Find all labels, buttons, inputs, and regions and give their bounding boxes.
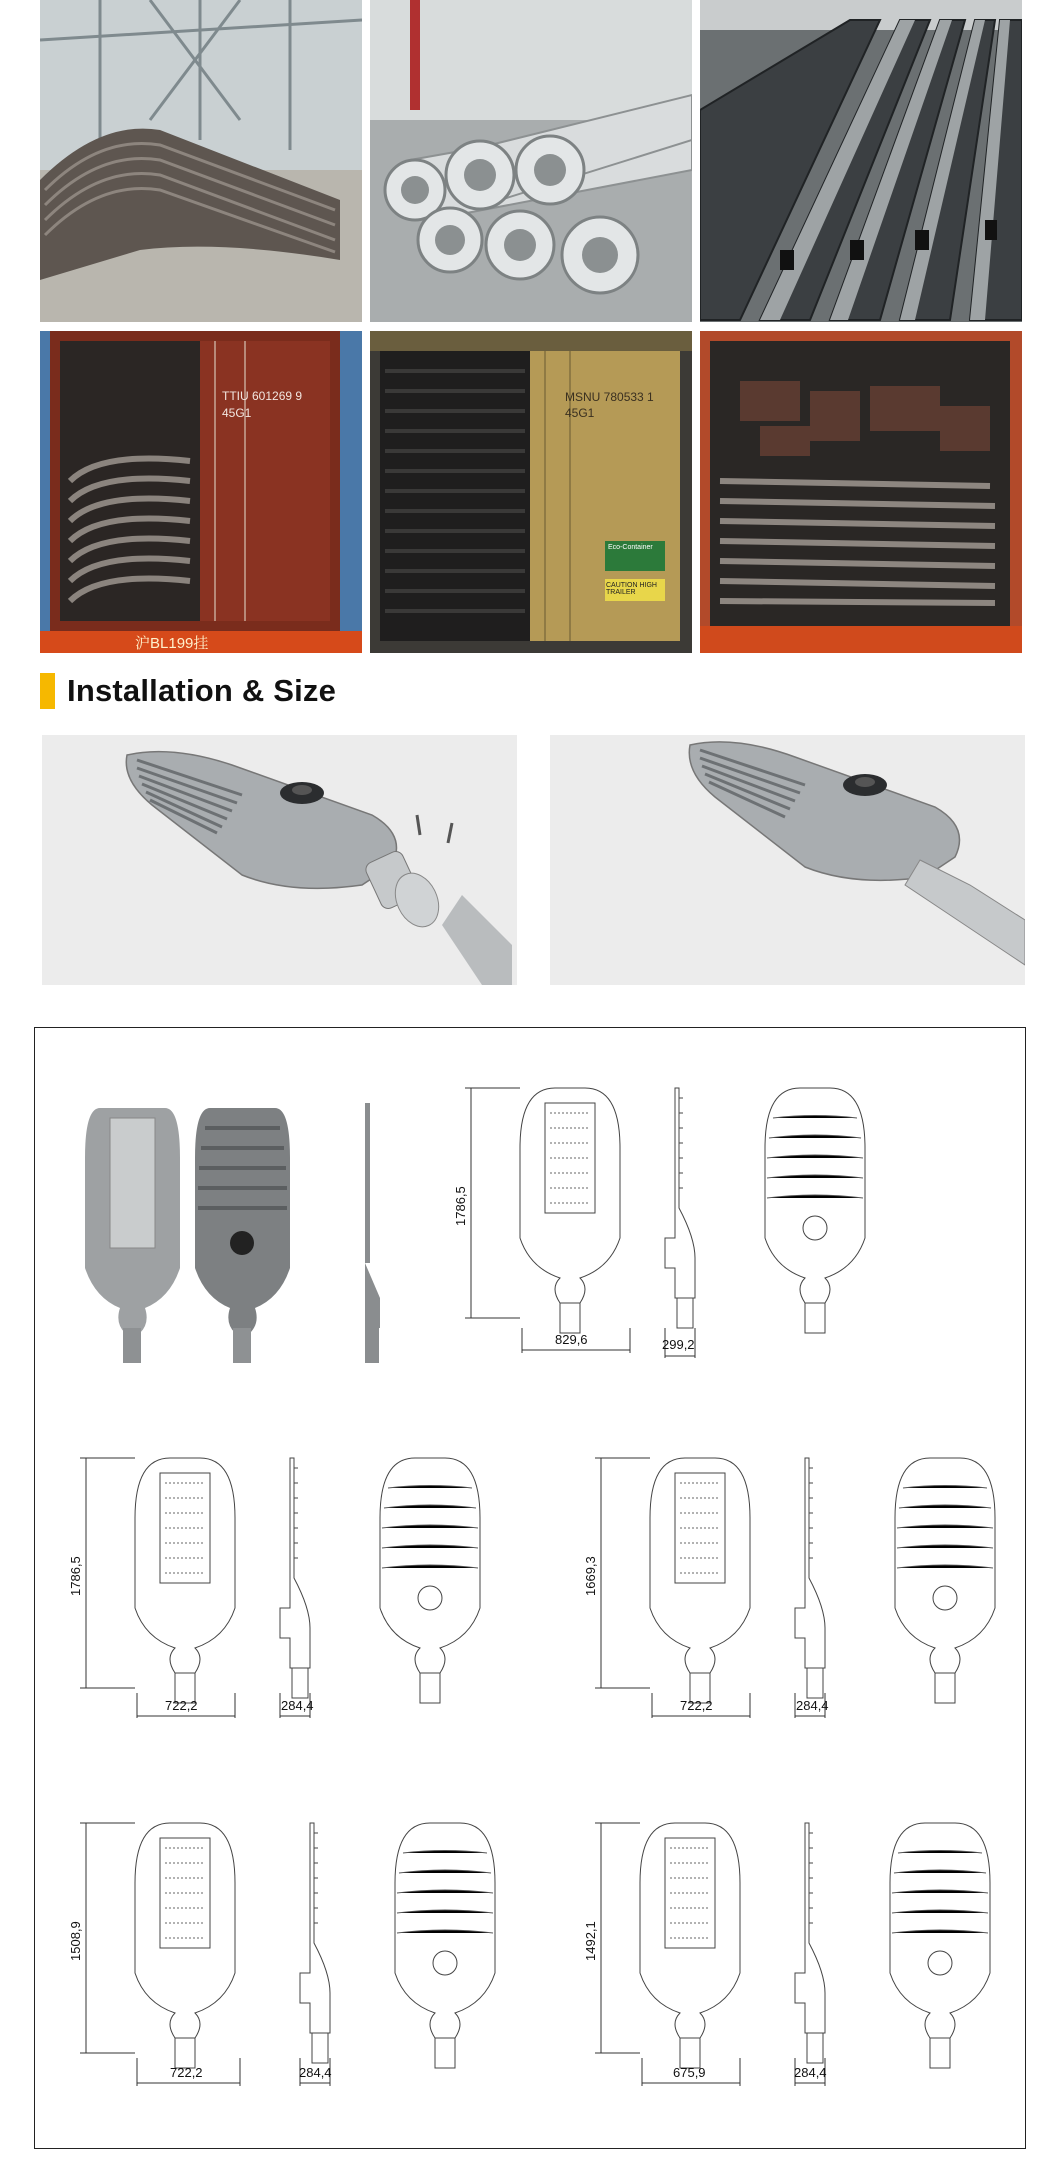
section-title: Installation & Size xyxy=(67,673,337,708)
drawing-3-height: 1669,3 xyxy=(583,1556,598,1596)
photo-container-left xyxy=(40,331,362,653)
drawing-4-width: 722,2 xyxy=(170,2065,203,2080)
install-image-assembled xyxy=(550,735,1025,985)
drawing-1-width: 829,6 xyxy=(555,1332,588,1347)
product-render-side xyxy=(365,1103,380,1363)
photo-galvanized-poles xyxy=(370,0,692,322)
drawing-1-depth: 299,2 xyxy=(662,1337,695,1352)
product-render-front xyxy=(85,1108,180,1363)
drawing-5-height: 1492,1 xyxy=(583,1921,598,1961)
drawing-4-depth: 284,4 xyxy=(299,2065,332,2080)
photo-square-poles xyxy=(700,0,1022,322)
drawing-5-depth: 284,4 xyxy=(794,2065,827,2080)
drawing-4-height: 1508,9 xyxy=(68,1921,83,1961)
drawing-1-height: 1786,5 xyxy=(453,1186,468,1226)
drawing-2-width: 722,2 xyxy=(165,1698,198,1713)
container-middle-id: MSNU 780533 1 xyxy=(565,390,654,404)
container-left-type: 45G1 xyxy=(222,406,252,420)
accent-bar xyxy=(40,673,55,709)
drawing-2-height: 1786,5 xyxy=(68,1556,83,1596)
container-middle-sticker: Eco-Container xyxy=(608,544,653,551)
technical-drawing-frame xyxy=(34,1027,1026,2149)
section-header xyxy=(40,672,336,710)
container-left-id: TTIU 601269 9 xyxy=(222,389,303,403)
photo-container-right xyxy=(700,331,1022,653)
drawing-2-depth: 284,4 xyxy=(281,1698,314,1713)
plate-left: 沪BL199挂 xyxy=(135,635,209,652)
photo-container-middle xyxy=(370,331,692,653)
drawing-5-width: 675,9 xyxy=(673,2065,706,2080)
container-middle-type: 45G1 xyxy=(565,406,595,420)
container-middle-caution: CAUTION HIGH TRAILER xyxy=(606,582,657,596)
drawing-3-width: 722,2 xyxy=(680,1698,713,1713)
drawing-3-depth: 284,4 xyxy=(796,1698,829,1713)
product-render-back xyxy=(195,1108,290,1363)
photo-bent-arms-factory xyxy=(40,0,362,322)
install-image-exploded xyxy=(42,735,517,985)
